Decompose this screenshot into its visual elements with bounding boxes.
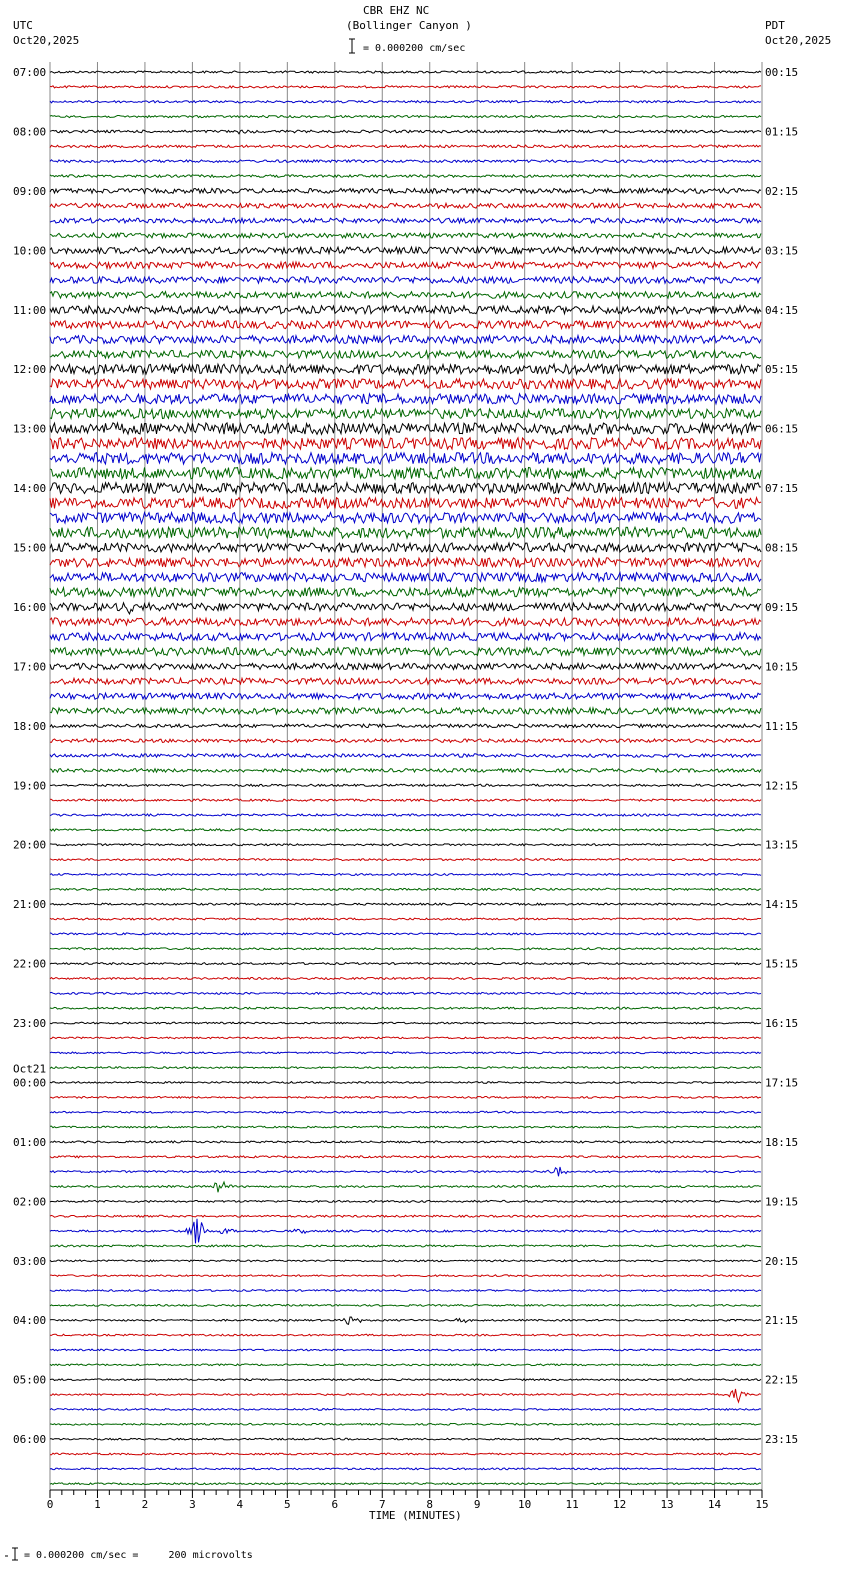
- x-tick-label: 5: [284, 1498, 291, 1511]
- pdt-hour-label: 21:15: [765, 1314, 799, 1328]
- trace-line: [50, 933, 761, 935]
- utc-hour-label: 15:00: [13, 541, 47, 555]
- x-tick-label: 7: [378, 1498, 386, 1511]
- trace-line: [50, 1215, 761, 1217]
- utc-hour-label: 09:00: [13, 184, 47, 198]
- trace-line: [50, 423, 761, 434]
- trace-line: [50, 203, 761, 208]
- trace-line: [50, 918, 761, 920]
- trace-line: [50, 394, 761, 404]
- trace-line: [50, 1219, 761, 1244]
- trace-line: [50, 663, 761, 669]
- trace-line: [50, 739, 761, 742]
- pdt-hour-label: 20:15: [765, 1254, 799, 1268]
- trace-line: [50, 1275, 761, 1277]
- utc-hour-label: 03:00: [13, 1254, 47, 1268]
- utc-hour-label: 05:00: [13, 1373, 47, 1387]
- utc-hour-label: 12:00: [13, 363, 47, 377]
- pdt-hour-label: 03:15: [765, 244, 799, 258]
- pdt-hour-label: 18:15: [765, 1135, 799, 1149]
- utc-date-label: Oct21: [13, 1062, 47, 1076]
- trace-line: [50, 160, 761, 163]
- trace-line: [50, 262, 761, 269]
- trace-line: [50, 101, 761, 103]
- pdt-hour-label: 06:15: [765, 422, 799, 436]
- trace-line: [50, 963, 761, 965]
- seismic-traces: [50, 71, 761, 1485]
- trace-line: [50, 1082, 761, 1084]
- utc-hour-label: 19:00: [13, 779, 47, 793]
- trace-line: [50, 364, 761, 374]
- utc-hour-label: 13:00: [13, 422, 47, 436]
- trace-line: [50, 247, 761, 254]
- trace-line: [50, 116, 761, 118]
- trace-line: [50, 558, 761, 567]
- utc-hour-label: 08:00: [13, 125, 47, 139]
- pdt-hour-label: 11:15: [765, 719, 799, 733]
- utc-hour-label: 21:00: [13, 898, 47, 912]
- trace-line: [50, 1334, 761, 1336]
- trace-line: [50, 799, 761, 801]
- pdt-hour-label: 01:15: [765, 125, 799, 139]
- trace-line: [50, 1156, 761, 1158]
- pdt-hour-label: 23:15: [765, 1433, 799, 1447]
- utc-hour-label: 07:00: [13, 66, 47, 79]
- pdt-hour-label: 08:15: [765, 541, 799, 555]
- time-axis: [47, 1490, 769, 1511]
- x-tick-label: 11: [565, 1498, 579, 1511]
- trace-line: [50, 618, 761, 626]
- footer-scale-note: = 0.000200 cm/sec = 200 microvolts: [24, 1550, 253, 1561]
- trace-line: [50, 130, 761, 134]
- trace-line: [50, 814, 761, 816]
- utc-hour-label: 10:00: [13, 244, 47, 258]
- trace-line: [50, 648, 761, 656]
- x-tick-label: 2: [141, 1498, 149, 1511]
- x-tick-label: 12: [612, 1498, 627, 1511]
- trace-line: [50, 1349, 761, 1351]
- trace-line: [50, 708, 761, 714]
- scale-bar-icon: [349, 39, 355, 53]
- pdt-hour-label: 00:15: [765, 66, 799, 79]
- trace-line: [50, 1067, 761, 1069]
- trace-line: [50, 336, 761, 344]
- trace-line: [50, 1389, 761, 1402]
- trace-line: [50, 306, 761, 314]
- trace-line: [50, 1141, 761, 1143]
- trace-line: [50, 512, 761, 523]
- utc-hour-label: 00:00: [13, 1076, 47, 1090]
- station-location: (Bollinger Canyon ): [346, 19, 472, 32]
- x-tick-label: 4: [236, 1498, 244, 1511]
- x-tick-label: 8: [426, 1498, 434, 1511]
- station-title: CBR EHZ NC: [363, 4, 430, 17]
- utc-hour-label: 02:00: [13, 1195, 47, 1209]
- utc-hour-label: 17:00: [13, 660, 47, 674]
- trace-line: [50, 1052, 761, 1054]
- trace-line: [50, 1037, 761, 1039]
- pdt-hour-label: 14:15: [765, 898, 799, 912]
- trace-line: [50, 321, 761, 329]
- trace-line: [50, 1111, 761, 1113]
- trace-line: [50, 233, 761, 238]
- pdt-hour-label: 16:15: [765, 1017, 799, 1031]
- trace-line: [50, 1126, 761, 1128]
- trace-line: [50, 218, 761, 223]
- trace-line: [50, 189, 761, 194]
- trace-line: [50, 71, 761, 73]
- trace-line: [50, 844, 761, 846]
- trace-line: [50, 86, 761, 88]
- trace-line: [50, 603, 761, 614]
- trace-line: [50, 498, 761, 509]
- pdt-hour-label: 02:15: [765, 184, 799, 198]
- trace-line: [50, 903, 761, 905]
- trace-line: [50, 1483, 761, 1485]
- trace-line: [50, 453, 761, 464]
- trace-line: [50, 1305, 761, 1307]
- x-tick-label: 1: [94, 1498, 101, 1511]
- trace-line: [50, 678, 761, 684]
- trace-line: [50, 1182, 761, 1192]
- pdt-hour-label: 22:15: [765, 1373, 799, 1387]
- trace-line: [50, 1379, 761, 1381]
- footer-scale-bar-icon: [5, 1548, 18, 1560]
- pdt-hour-label: 15:15: [765, 957, 799, 971]
- pdt-hour-label: 09:15: [765, 600, 799, 614]
- trace-line: [50, 588, 761, 597]
- trace-line: [50, 379, 761, 389]
- trace-line: [50, 1007, 761, 1009]
- trace-line: [50, 784, 761, 786]
- utc-hour-label: 14:00: [13, 482, 47, 496]
- trace-line: [50, 1260, 761, 1262]
- trace-line: [50, 754, 761, 758]
- utc-hour-label: 16:00: [13, 600, 47, 614]
- trace-line: [50, 724, 761, 728]
- trace-line: [50, 1290, 761, 1292]
- trace-line: [50, 527, 761, 538]
- utc-hour-label: 04:00: [13, 1314, 47, 1328]
- trace-line: [50, 888, 761, 890]
- x-tick-label: 10: [518, 1498, 532, 1511]
- trace-line: [50, 573, 761, 582]
- trace-line: [50, 438, 761, 449]
- trace-line: [50, 350, 761, 358]
- x-tick-label: 0: [46, 1498, 54, 1511]
- trace-line: [50, 409, 761, 419]
- trace-line: [50, 1022, 761, 1024]
- trace-line: [50, 1438, 761, 1440]
- trace-line: [50, 1468, 761, 1470]
- right-timezone-label: PDT: [765, 19, 785, 32]
- trace-line: [50, 1097, 761, 1099]
- scale-text: = 0.000200 cm/sec: [363, 43, 466, 54]
- x-tick-label: 9: [473, 1498, 481, 1511]
- trace-line: [50, 992, 761, 994]
- trace-line: [50, 829, 761, 831]
- trace-line: [50, 859, 761, 861]
- pdt-hour-label: 05:15: [765, 363, 799, 377]
- pdt-hour-label: 04:15: [765, 303, 799, 317]
- trace-line: [50, 1409, 761, 1411]
- trace-line: [50, 1423, 761, 1425]
- trace-line: [50, 1317, 761, 1324]
- trace-line: [50, 1364, 761, 1366]
- trace-line: [50, 633, 761, 641]
- trace-line: [50, 543, 761, 552]
- pdt-hour-label: 17:15: [765, 1076, 799, 1090]
- utc-hour-label: 01:00: [13, 1135, 47, 1149]
- pdt-hour-label: 12:15: [765, 779, 799, 793]
- trace-line: [50, 1200, 761, 1202]
- x-tick-label: 13: [660, 1498, 674, 1511]
- x-tick-label: 3: [189, 1498, 196, 1511]
- left-date-label: Oct20,2025: [13, 34, 80, 47]
- trace-line: [50, 1245, 761, 1247]
- pdt-hour-label: 19:15: [765, 1195, 799, 1209]
- left-timezone-label: UTC: [13, 19, 33, 32]
- right-date-label: Oct20,2025: [765, 34, 832, 47]
- trace-line: [50, 1167, 761, 1176]
- trace-line: [50, 693, 761, 699]
- trace-line: [50, 874, 761, 876]
- trace-line: [50, 948, 761, 950]
- trace-line: [50, 769, 761, 773]
- trace-line: [50, 1453, 761, 1455]
- x-axis-label: TIME (MINUTES): [369, 1509, 462, 1522]
- trace-line: [50, 175, 761, 178]
- utc-hour-label: 18:00: [13, 719, 47, 733]
- x-tick-label: 6: [331, 1498, 339, 1511]
- trace-line: [50, 468, 761, 479]
- pdt-hour-label: 13:15: [765, 838, 799, 852]
- trace-line: [50, 978, 761, 980]
- utc-hour-label: 22:00: [13, 957, 47, 971]
- utc-hour-label: 23:00: [13, 1017, 47, 1031]
- x-tick-label: 14: [707, 1498, 722, 1511]
- utc-hour-label: 11:00: [13, 303, 47, 317]
- pdt-hour-label: 10:15: [765, 660, 799, 674]
- utc-hour-label: 20:00: [13, 838, 47, 852]
- trace-line: [50, 145, 761, 148]
- trace-line: [50, 292, 761, 299]
- trace-line: [50, 277, 761, 284]
- pdt-hour-label: 07:15: [765, 482, 799, 496]
- x-tick-label: 15: [755, 1498, 769, 1511]
- utc-hour-label: 06:00: [13, 1433, 47, 1447]
- trace-line: [50, 483, 761, 494]
